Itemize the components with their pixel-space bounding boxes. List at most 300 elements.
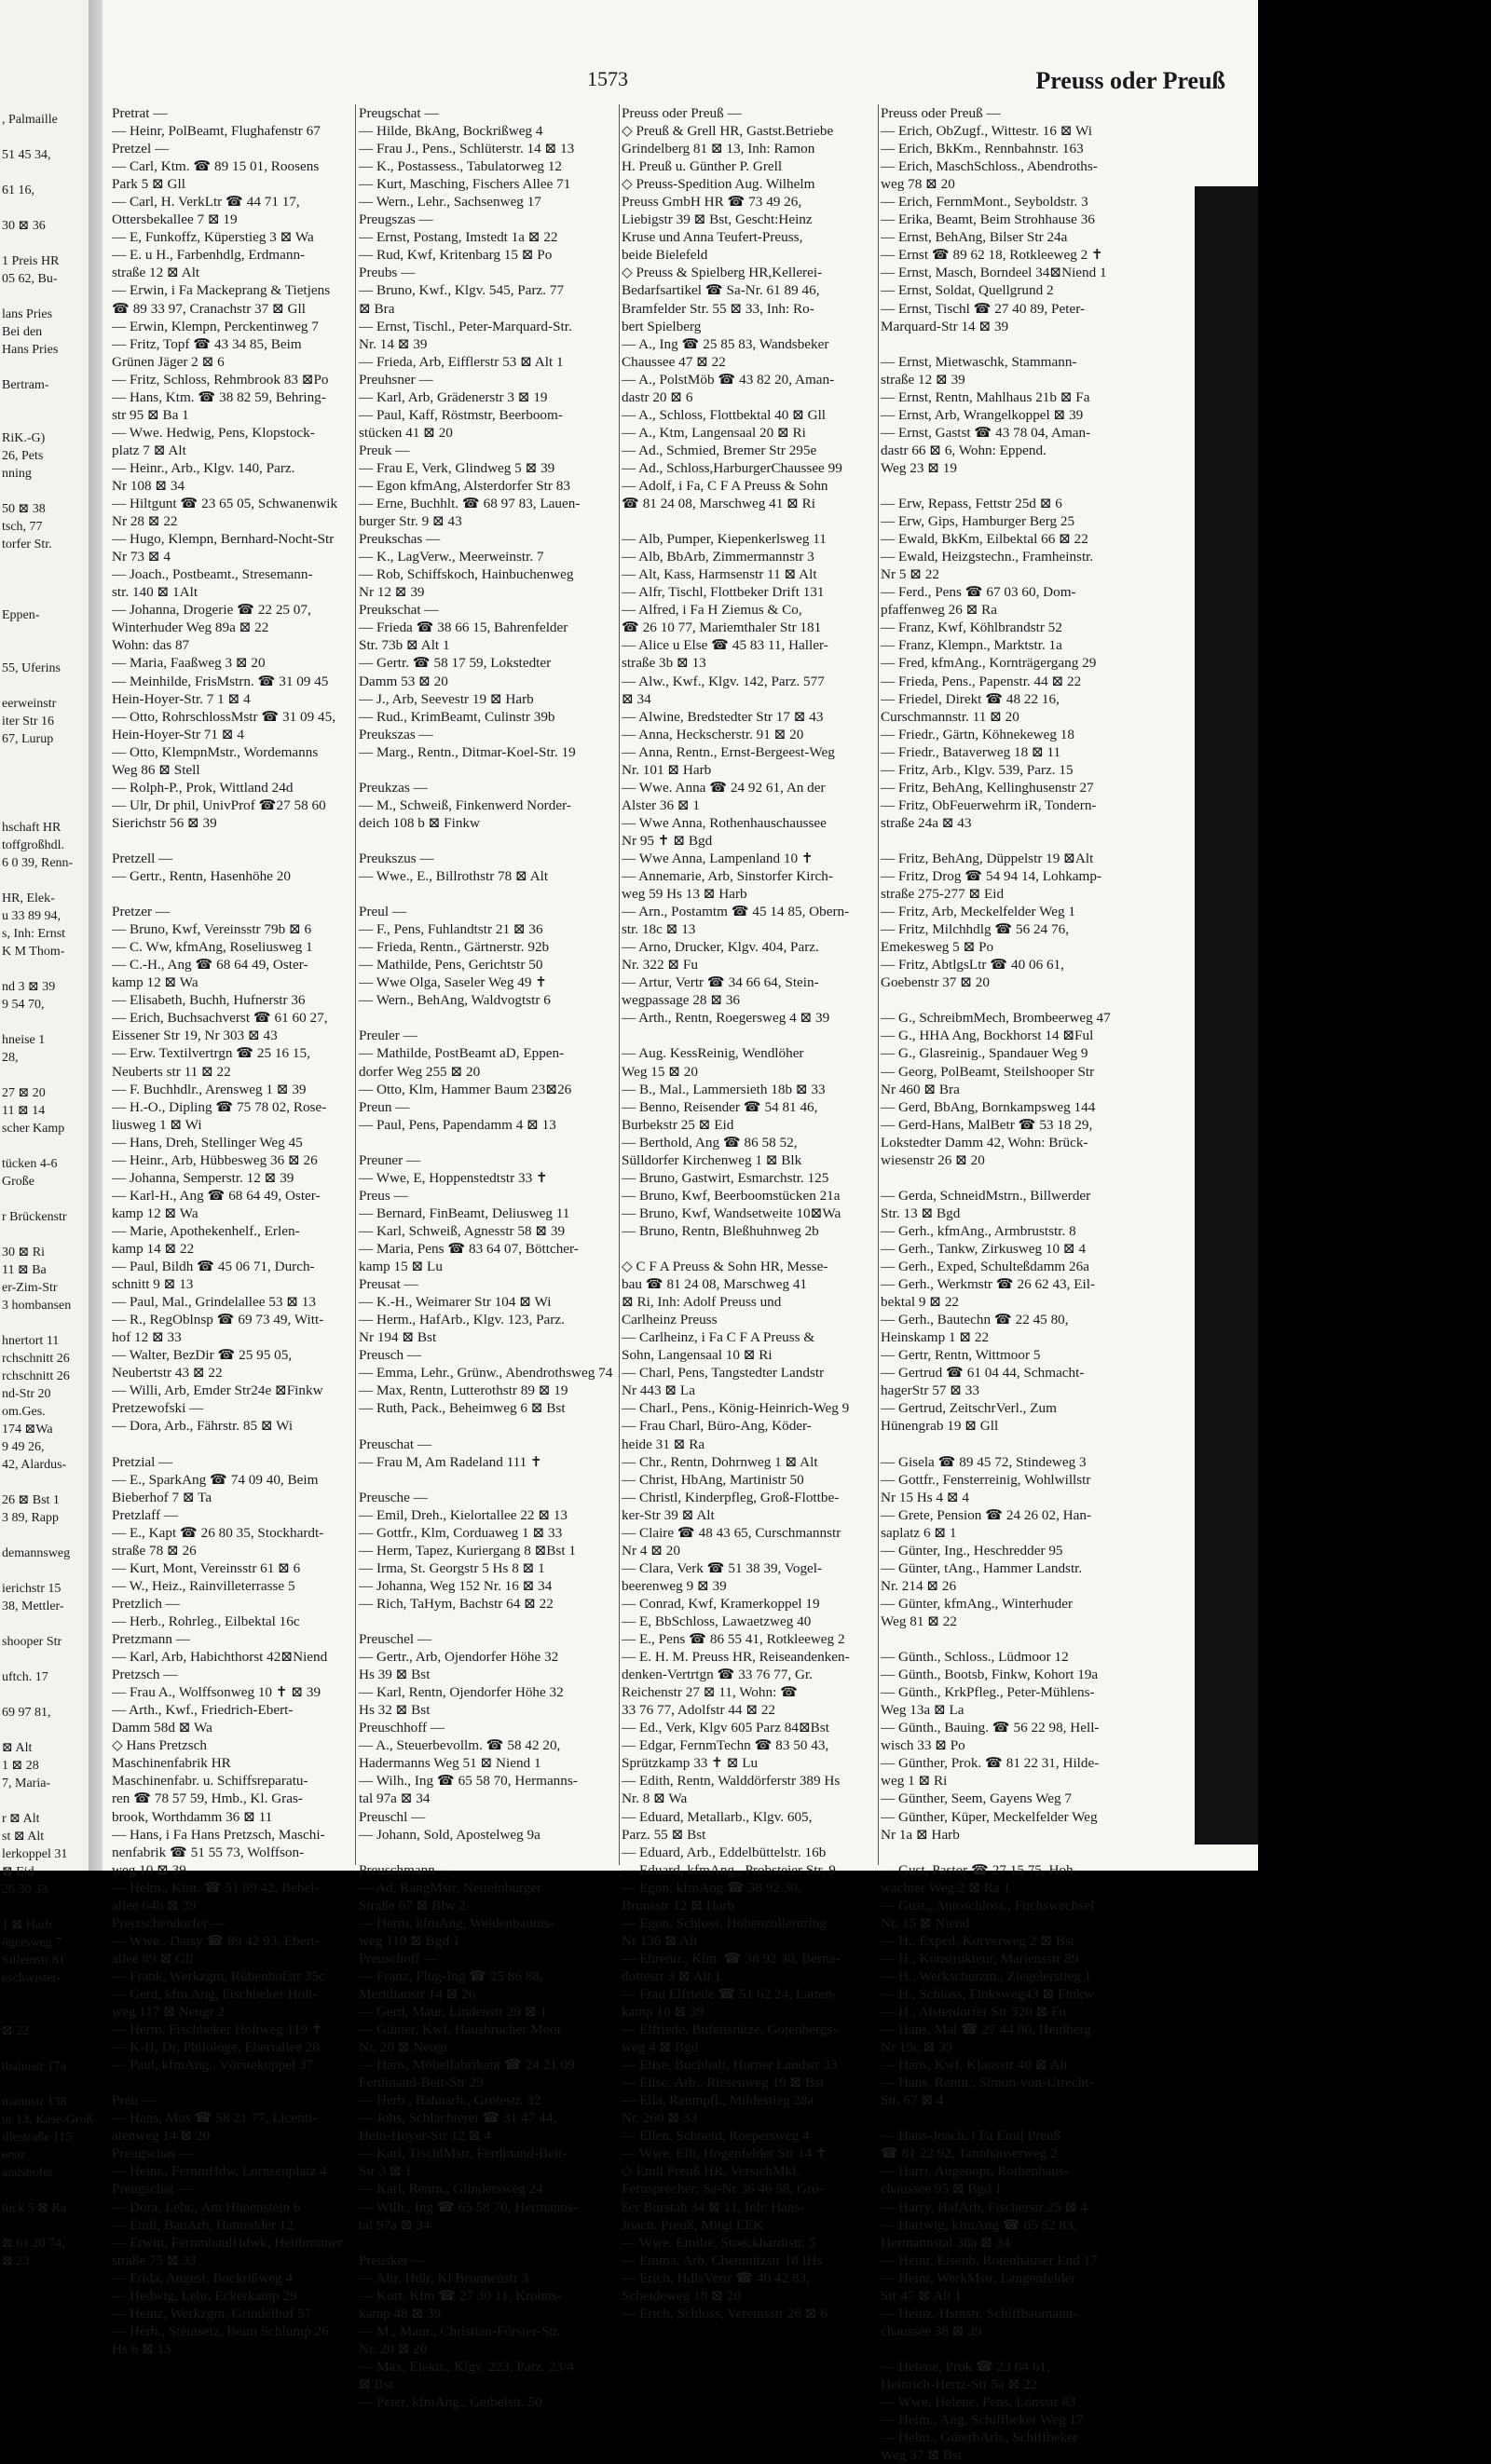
directory-entry-line: — Frau M, Am Radeland 111 ✝	[359, 1453, 542, 1470]
directory-entry-line: saplatz 6 ⊠ 1	[881, 1524, 957, 1541]
edge-text-fragment	[2, 1792, 95, 1810]
directory-entry-line: — Frida, Angest, Bockrißweg 4	[112, 2269, 294, 2286]
directory-entry-line: — Bruno, Kwf, Vereinsstr 79b ⊠ 6	[112, 921, 312, 938]
directory-entry-line: — Frieda, Arb, Eifflerstr 53 ⊠ Alt 1	[359, 353, 564, 370]
directory-entry-line: — Erich, BkKm., Rennbahnstr. 163	[881, 141, 1084, 157]
edge-text-fragment	[2, 1562, 95, 1580]
directory-entry-line: Nr 73 ⊠ 4	[112, 549, 171, 565]
directory-entry-line: — Karl, Arb, Grädenerstr 3 ⊠ 19	[359, 388, 548, 405]
directory-entry-line: Preubs —	[359, 265, 416, 281]
directory-entry-line: — Heinr., Arb., Klgv. 140, Parz.	[112, 459, 295, 476]
edge-text-fragment: shooper Str	[2, 1635, 62, 1649]
directory-entry-line: bau ☎ 81 24 08, Marschweg 41	[622, 1276, 808, 1293]
directory-entry-line: ☎ 89 33 97, Cranachstr 37 ⊠ Gll	[112, 300, 306, 317]
directory-entry-line: — Fritz, Schloss, Rehmbrook 83 ⊠Po	[112, 371, 329, 388]
directory-entry-line: Hünengrab 19 ⊠ Gll	[881, 1418, 999, 1435]
directory-entry-line	[881, 991, 1142, 1009]
directory-entry-line: Preun —	[359, 1098, 410, 1115]
edge-text-fragment: 51 45 34,	[2, 148, 51, 162]
directory-entry-line: — K.-H., Weimarer Str 104 ⊠ Wi	[359, 1294, 552, 1311]
directory-entry-line: weg 110 ⊠ Bgd 1	[359, 1932, 460, 1949]
edge-text-fragment: rchschnitt 26	[2, 1352, 70, 1366]
directory-entry-line: — Wwe. Anna ☎ 24 92 61, An der	[622, 779, 826, 796]
directory-entry-line: — Herb., Bahnarb., Grotestr. 32	[359, 2092, 541, 2109]
directory-entry-line: weg 10 ⊠ 39	[112, 1861, 186, 1878]
edge-text-fragment: Große	[2, 1175, 34, 1189]
directory-entry-line: platz 7 ⊠ Alt	[112, 442, 186, 458]
directory-entry-line: — Wwe., E., Billrothstr 78 ⊠ Alt	[359, 868, 549, 885]
edge-text-fragment: eerweinstr	[2, 697, 57, 711]
directory-entry-line: ◇ C F A Preuss & Sohn HR, Messe-	[622, 1259, 828, 1275]
edge-text-fragment	[2, 1899, 95, 1916]
directory-entry-line: — Walter, BezDir ☎ 25 95 05,	[112, 1347, 293, 1364]
directory-entry-line: — Grete, Pension ☎ 24 26 02, Han-	[881, 1506, 1092, 1523]
directory-entry-line: Preuschl —	[359, 1808, 426, 1825]
directory-entry-line: brook, Worthdamm 36 ⊠ 11	[112, 1808, 273, 1825]
directory-entry-line: — Annemarie, Arb, Sinstorfer Kirch-	[622, 868, 833, 885]
edge-text-fragment: u 33 89 94,	[2, 909, 61, 923]
directory-entry-line: — Fritz, BehAng, Düppelstr 19 ⊠Alt	[881, 850, 1094, 866]
directory-entry-line: — Irma, St. Georgstr 5 Hs 8 ⊠ 1	[359, 1559, 545, 1576]
directory-entry-line: ◇ Hans Pretzsch	[112, 1737, 207, 1754]
directory-entry-line: Goebenstr 37 ⊠ 20	[881, 974, 990, 991]
edge-text-fragment: scher Kamp	[2, 1122, 65, 1136]
directory-entry-line: — Franz, Flug-Ing ☎ 25 86 88,	[359, 1967, 543, 1984]
directory-entry-line: — F. Buchhdlr., Arensweg 1 ⊠ 39	[112, 1081, 307, 1097]
directory-entry-line: Hs 39 ⊠ Bst	[359, 1667, 431, 1683]
directory-entry-line: heide 31 ⊠ Ra	[622, 1436, 705, 1452]
directory-entry-line: — Günther, Prok. ☎ 81 22 31, Hilde-	[881, 1755, 1100, 1772]
directory-entry-line: Heinrich-Hertz-Str 5a ⊠ 22	[881, 2376, 1038, 2392]
directory-entry-line: schnitt 9 ⊠ 13	[112, 1276, 194, 1293]
directory-entry-line: Pretzer —	[112, 904, 170, 920]
directory-entry-line: Nr. 15 ⊠ Niend	[881, 1914, 970, 1931]
directory-entry-line: — Clara, Verk ☎ 51 38 39, Vogel-	[622, 1559, 823, 1576]
edge-text-fragment: erstr	[2, 2148, 25, 2162]
directory-entry-line: — C.-H., Ang ☎ 68 64 49, Oster-	[112, 957, 308, 973]
directory-entry-line	[359, 1471, 627, 1489]
directory-entry-line: Hs 32 ⊠ Bst	[359, 1702, 431, 1719]
directory-entry-line: — Elise, Buchhalt, Horner Landstr 33	[622, 2057, 838, 2074]
edge-text-fragment: 1 Preis HR	[2, 254, 60, 268]
directory-entry-line: — Karl, Rentn., Glindersweg 24	[359, 2181, 543, 2198]
directory-entry-line: Ferdinand-Beit-Str 29	[359, 2075, 484, 2091]
directory-entry-line: — Hans-Joach, i Fa Emil Preuß	[881, 2128, 1061, 2144]
directory-entry-line: — H., Exped, Korverweg 2 ⊠ Bst	[881, 1932, 1075, 1949]
directory-entry-line: Fernsprecher: Sa-Nr 36 46 58, Gro-	[622, 2181, 824, 2198]
directory-entry-line: Bieberhof 7 ⊠ Ta	[112, 1489, 212, 1505]
directory-entry-line: — E. H. M. Preuss HR, Reiseandenken-	[622, 1649, 850, 1666]
directory-entry-line: nenfabrik ☎ 51 55 73, Wolffson-	[112, 1844, 305, 1860]
directory-entry-line: Pretzsch —	[112, 1667, 178, 1683]
directory-entry-line: — Gerd, kfm Ang, Fischbeker Holt-	[112, 1985, 318, 2002]
directory-entry-line: — Peter, kfmAng., Geibelstr. 50	[359, 2394, 542, 2411]
directory-entry-line: Scheideweg 18 ⊠ 20	[622, 2287, 741, 2304]
directory-entry-line: — Emil, BauArb, Hanredder 12	[112, 2216, 294, 2233]
directory-entry-line: — Wwe Anna, Lampenland 10 ✝	[622, 850, 814, 866]
directory-entry-line: Preukszas —	[359, 726, 433, 742]
directory-entry-line: — Elfriede, Büfettstütze, Gojenbergs-	[622, 2022, 838, 2038]
directory-entry-line: — Alwine, Bredstedter Str 17 ⊠ 43	[622, 708, 824, 725]
directory-entry-line: — E., Pens ☎ 86 55 41, Rotkleeweg 2	[622, 1631, 845, 1648]
directory-entry-line: — Günter, Kwf, Hausbrucher Moor	[359, 2022, 562, 2038]
directory-entry-line: Preukschat —	[359, 602, 439, 619]
directory-entry-line: — Ed., Verk, Klgv 605 Parz 84⊠Bst	[622, 1720, 829, 1736]
directory-entry-line: Preuss oder Preuß —	[881, 105, 1001, 121]
directory-entry-line: — Arn., Postamtm ☎ 45 14 85, Obern-	[622, 904, 850, 920]
directory-entry-line: straße 275-277 ⊠ Eid	[881, 886, 1005, 903]
directory-entry-line: — Ad., Schloss,HarburgerChaussee 99	[622, 459, 842, 476]
directory-entry-line: — Hilde, BkAng, Bockrißweg 4	[359, 123, 543, 140]
directory-column-4	[881, 104, 1142, 2464]
directory-entry-line: tal 97a ⊠ 34	[359, 1790, 431, 1807]
edge-text-fragment: Hans Pries	[2, 343, 59, 357]
directory-entry-line: — Paul, kfmAng., Vörstekoppel 37	[112, 2057, 314, 2074]
directory-entry-line: — H., Schloss, Finksweg43 ⊠ Finkw	[881, 1985, 1094, 2002]
directory-entry-line: — Alfr, Tischl, Flottbeker Drift 131	[622, 584, 825, 601]
directory-entry-line: — Hans, Mus ☎ 58 21 77, Licenti-	[112, 2110, 318, 2127]
edge-text-fragment: Bertram-	[2, 378, 49, 392]
directory-entry-line: — Adolf, i Fa, C F A Preuss & Sohn	[622, 477, 828, 494]
directory-entry-line: Weg 81 ⊠ 22	[881, 1613, 957, 1629]
directory-entry-line: — Heinr, Eisenb, Rotenhäuser End 17	[881, 2252, 1098, 2268]
directory-entry-line: — Rolph-P., Prok, Wittland 24d	[112, 779, 294, 796]
directory-entry-line: weg 117 ⊠ Neugr 2	[112, 2004, 225, 2021]
edge-text-fragment: demannsweg	[2, 1546, 71, 1560]
edge-text-fragment	[2, 677, 95, 695]
directory-entry-line: — Anna, Rentn., Ernst-Bergeest-Weg	[622, 743, 835, 760]
directory-entry-line: — Gerd, Maur, Lindenstr 29 ⊠ 1	[359, 2004, 547, 2021]
directory-entry-line: — Hans, Mal ☎ 27 44 80, Heidberg	[881, 2022, 1091, 2038]
directory-entry-line: — Christl, Kinderpfleg, Groß-Flottbe-	[622, 1489, 840, 1505]
directory-entry-line: — Fritz, Drog ☎ 54 94 14, Lohkamp-	[881, 868, 1102, 885]
directory-entry-line: Pretzell —	[112, 850, 173, 866]
directory-entry-line: — Fritz, Topf ☎ 43 34 85, Beim	[112, 335, 302, 352]
edge-text-fragment: 3 hombansen	[2, 1299, 72, 1313]
directory-entry-line: wachter Weg 2 ⊠ Ra 1	[881, 1879, 1011, 1896]
directory-entry-line: tal 97a ⊠ 34	[359, 2216, 431, 2233]
directory-entry-line: — Frieda, Pens., Papenstr. 44 ⊠ 22	[881, 673, 1082, 689]
directory-entry-line: — Gertr, Rentn, Wittmoor 5	[881, 1347, 1041, 1364]
directory-entry-line: Hein-Hoyer-Str. 7 1 ⊠ 4	[112, 690, 251, 707]
directory-entry-line	[881, 832, 1142, 850]
directory-entry-line: — A., Ing ☎ 25 85 83, Wandsbeker	[622, 335, 829, 352]
directory-entry-line	[359, 761, 627, 779]
directory-entry-line: — W., Heiz., Rainvilleterrasse 5	[112, 1577, 295, 1594]
directory-entry-line: ◇ Preuss & Spielberg HR,Kellerei-	[622, 265, 823, 281]
directory-entry-line: — Alfred, i Fa H Ziemus & Co,	[622, 602, 802, 619]
directory-entry-line: straße 12 ⊠ Alt	[112, 265, 200, 281]
directory-entry-line: — Otto, KlempnMstr., Wordemanns	[112, 743, 319, 760]
directory-entry-line: — Wilh., Ing ☎ 65 58 70, Hermanns-	[359, 2199, 578, 2215]
directory-entry-line: Burbekstr 25 ⊠ Eid	[622, 1116, 734, 1133]
directory-entry-line: Preukszus —	[359, 850, 434, 866]
directory-entry-line: Pretrat —	[112, 105, 168, 121]
directory-entry-line: — Hans, Kwf, Klausstr 40 ⊠ Alt	[881, 2057, 1068, 2074]
directory-entry-line: — Ewald, BkKm, Eilbektal 66 ⊠ 22	[881, 531, 1088, 548]
directory-column-2	[359, 104, 627, 2411]
edge-text-fragment	[2, 1226, 95, 1244]
directory-entry-line: — Alw., Kwf., Klgv. 142, Parz. 577	[622, 673, 825, 689]
directory-entry-line: — E., SparkAng ☎ 74 09 40, Beim	[112, 1471, 319, 1488]
directory-entry-line: — Artur, Vertr ☎ 34 66 64, Stein-	[622, 974, 819, 991]
directory-entry-line	[359, 1613, 627, 1630]
directory-entry-line: ◇ Preuß & Grell HR, Gastst.Betriebe	[622, 123, 834, 140]
directory-entry-line: ☎ 26 10 77, Mariemthaler Str 181	[622, 619, 822, 636]
directory-entry-line: — Erich, Schloss, Vereinsstr 26 ⊠ 6	[622, 2305, 828, 2321]
edge-text-fragment	[2, 394, 95, 412]
directory-entry-line: — Erw, Repass, Fettstr 25d ⊠ 6	[881, 496, 1062, 512]
directory-entry-line: Curschmannstr. 11 ⊠ 20	[881, 708, 1019, 725]
directory-entry-line: — Frieda, Rentn., Gärtnerstr. 92b	[359, 939, 550, 956]
directory-entry-line	[359, 1134, 627, 1151]
directory-entry-line: — H.-O., Dipling ☎ 75 78 02, Rose-	[112, 1098, 327, 1115]
directory-entry-line: Park 5 ⊠ Gll	[112, 176, 185, 193]
directory-entry-line: — Erich, FernmMont., Seyboldstr. 3	[881, 194, 1088, 211]
directory-entry-line: Pretzel —	[112, 141, 170, 157]
directory-entry-line: — Erne, Buchhlt. ☎ 68 97 83, Lauen-	[359, 496, 581, 512]
directory-entry-line: — Ernst, Gastst ☎ 43 78 04, Aman-	[881, 424, 1091, 441]
directory-entry-line: ⊠ Bst	[359, 2376, 393, 2392]
directory-entry-line: — Ewald, Heizgstechn., Framheinstr.	[881, 549, 1094, 565]
directory-entry-line: — Hedwig, Lehr, Eckerkamp 29	[112, 2287, 297, 2304]
directory-entry-line: — Gerd, BbAng, Bornkampsweg 144	[881, 1098, 1096, 1115]
directory-entry-line: Preuler —	[359, 1028, 417, 1044]
directory-entry-line: — Joach., Postbeamt., Stresemann-	[112, 566, 313, 583]
directory-entry-line: — Georg, PolBeamt, Steilshooper Str	[881, 1063, 1095, 1080]
directory-entry-line: — Fritz, ObFeuerwehrm iR, Tondern-	[881, 796, 1097, 813]
edge-text-fragment: Bei den	[2, 325, 43, 339]
directory-entry-line: — K-H, Dr, Philologe, Ebertallee 28	[112, 2039, 320, 2056]
directory-entry-line: — Wwe, E, Hoppenstedtstr 33 ✝	[359, 1169, 548, 1186]
directory-entry-line: — Ernst ☎ 89 62 18, Rotkleeweg 2 ✝	[881, 247, 1103, 264]
edge-text-fragment	[2, 642, 95, 660]
directory-entry-line: ⊠ Ri, Inh: Adolf Preuss und	[622, 1294, 782, 1311]
directory-entry-line: — Arth., Kwf., Friedrich-Ebert-	[112, 1702, 294, 1719]
directory-entry-line: — Eduard, Arb., Eddelbüttelstr. 16b	[622, 1844, 827, 1860]
edge-text-fragment: uftch. 17	[2, 1670, 48, 1684]
directory-entry-line: — Erich, Buchsachverst ☎ 61 60 27,	[112, 1010, 328, 1027]
directory-entry-line: Emekesweg 5 ⊠ Po	[881, 939, 994, 956]
directory-entry-line: — Günth., Bauing. ☎ 56 22 98, Hell-	[881, 1720, 1100, 1736]
directory-entry-line: 33 76 77, Adolfstr 44 ⊠ 22	[622, 1702, 776, 1719]
directory-entry-line: Nr. 20 ⊠ Neugr	[359, 2039, 449, 2056]
directory-entry-line: bert Spielberg	[622, 318, 702, 334]
directory-entry-line: — Günth., Schloss., Lüdmoor 12	[881, 1649, 1069, 1666]
directory-entry-line: — Frieda ☎ 38 66 15, Bahrenfelder	[359, 619, 568, 636]
edge-text-fragment	[2, 1137, 95, 1155]
directory-entry-line: — Johs, Schlachterei ☎ 31 47 44,	[359, 2110, 557, 2127]
directory-entry-line: — Alb, Pumper, Kiepenkerlsweg 11	[622, 531, 827, 548]
directory-entry-line: — Johanna, Drogerie ☎ 22 25 07,	[112, 602, 311, 619]
edge-text-fragment: 11 ⊠ 14	[2, 1104, 46, 1118]
directory-entry-line: dastr 66 ⊠ 6, Wohn: Eppend.	[881, 442, 1046, 458]
directory-entry-line: — Günter, Ing., Heschredder 95	[881, 1542, 1063, 1559]
edge-text-fragment: 9 54 70,	[2, 998, 45, 1012]
edge-text-fragment	[2, 412, 95, 429]
directory-entry-line: Weg 15 ⊠ 20	[622, 1063, 698, 1080]
directory-entry-line	[112, 885, 357, 903]
directory-entry-line: — K., Postassess., Tabulatorweg 12	[359, 158, 563, 175]
edge-text-fragment: tbahnstr 17a	[2, 2060, 66, 2074]
edge-text-fragment: ⊠ Eid	[2, 1865, 34, 1879]
directory-entry-line: — Erika, Beamt, Beim Strohhause 36	[881, 211, 1095, 228]
edge-text-fragment: st ⊠ Alt	[2, 1830, 45, 1844]
edge-text-fragment	[2, 872, 95, 890]
directory-entry-line: — Kurt, Mont, Vereinsstr 61 ⊠ 6	[112, 1559, 301, 1576]
directory-entry-line: — Erwin, i Fa Mackeprang & Tietjens	[112, 282, 331, 299]
directory-entry-line: kamp 48 ⊠ 39	[359, 2305, 442, 2321]
directory-entry-line: — Hans, Dreh, Stellinger Weg 45	[112, 1134, 303, 1150]
directory-entry-line: Nr 460 ⊠ Bra	[881, 1081, 960, 1097]
directory-entry-line: — Hiltgunt ☎ 23 65 05, Schwanenwik	[112, 496, 338, 512]
directory-entry-line: — Egon, kfmAng ☎ 38 92 30,	[622, 1879, 801, 1896]
directory-entry-line	[112, 2074, 357, 2091]
directory-entry-line: — E., Kapt ☎ 26 80 35, Stockhardt-	[112, 1524, 324, 1541]
directory-entry-line: — Heinr., FernmHdw, Lornsenplatz 4	[112, 2163, 327, 2180]
directory-entry-line: Nr 12 ⊠ 39	[359, 584, 425, 601]
page-title: Preuss oder Preuß	[1035, 67, 1225, 94]
directory-entry-line: — G., HHA Ang, Bockhorst 14 ⊠Ful	[881, 1028, 1094, 1044]
directory-entry-line: — Gertr., Rentn, Hasenhöhe 20	[112, 868, 291, 885]
directory-entry-line: weg 59 Hs 13 ⊠ Harb	[622, 886, 747, 903]
edge-text-fragment	[2, 960, 95, 978]
directory-entry-line	[881, 1169, 1142, 1187]
directory-entry-line	[881, 2340, 1142, 2358]
directory-entry-line: Nr 4 ⊠ 20	[622, 1542, 680, 1559]
edge-text-fragment	[2, 93, 95, 111]
directory-entry-line: — Carlheinz, i Fa C F A Preuss &	[622, 1329, 815, 1346]
directory-entry-line: — Friedr., Gärtn, Köhnekeweg 18	[881, 726, 1074, 742]
directory-entry-line: — Ferd., Pens ☎ 67 03 60, Dom-	[881, 584, 1076, 601]
directory-entry-line: — Erich, MaschSchloss., Abendroths-	[881, 158, 1098, 175]
directory-entry-line: wiesenstr 26 ⊠ 20	[881, 1151, 985, 1168]
directory-entry-line: — Helene, Prok ☎ 23 64 61,	[881, 2358, 1050, 2375]
directory-entry-line: — Wwe Olga, Saseler Weg 49 ✝	[359, 974, 548, 991]
edge-text-fragment	[2, 553, 95, 571]
directory-entry-line: H. Preuß u. Günther P. Grell	[622, 158, 783, 175]
directory-entry-line: Preusche —	[359, 1489, 428, 1505]
directory-entry-line: beerenweg 9 ⊠ 39	[622, 1577, 727, 1594]
directory-entry-line: — Bruno, Rentn, Bleßhuhnweg 2b	[622, 1222, 819, 1239]
directory-entry-line: — Edgar, FernmTechn ☎ 83 50 43,	[622, 1737, 829, 1754]
directory-entry-line: — Erich, ObZugf., Wittestr. 16 ⊠ Wi	[881, 123, 1092, 140]
edge-text-fragment: hneise 1	[2, 1033, 46, 1047]
edge-text-fragment: 174 ⊠Wa	[2, 1423, 53, 1436]
directory-entry-line: Nr 15 Hs 4 ⊠ 4	[881, 1489, 969, 1505]
edge-text-fragment: 55, Uferins	[2, 661, 61, 675]
directory-entry-line: ☎ 81 22 92, Tannhäuserweg 2	[881, 2145, 1058, 2162]
directory-entry-line: dastr 20 ⊠ 6	[622, 388, 693, 405]
edge-text-fragment: ⊠ 23	[2, 2254, 30, 2268]
directory-entry-line	[881, 1436, 1142, 1453]
directory-entry-line: — Wern., BehAng, Waldvogtstr 6	[359, 992, 551, 1009]
directory-entry-line: Winterhuder Weg 89a ⊠ 22	[112, 619, 269, 636]
edge-text-fragment: tsch, 77	[2, 520, 43, 534]
directory-entry-line: — Gertr. ☎ 58 17 59, Lokstedter	[359, 655, 552, 672]
directory-entry-line: — Max, Elektr., Klgv. 223, Parz. 23/4	[359, 2358, 575, 2375]
directory-entry-line: — Helm., Ktm. ☎ 51 89 42, Bebel-	[112, 1879, 320, 1896]
directory-entry-line: Weg 37 ⊠ Bst	[881, 2447, 963, 2464]
directory-entry-line: — Max, Rentn, Lutterothstr 89 ⊠ 19	[359, 1382, 568, 1399]
directory-entry-line: Alster 36 ⊠ 1	[622, 796, 701, 813]
directory-entry-line: chaussee 38 ⊠ 39	[881, 2322, 982, 2339]
directory-entry-line: — Frank, Werkzgm, Rübenhofstr 35c	[112, 1967, 325, 1984]
directory-entry-line: Weg 23 ⊠ 19	[881, 459, 957, 476]
edge-text-fragment: tücken 4-6	[2, 1157, 58, 1171]
directory-entry-line: Liebigstr 39 ⊠ Bst, Gescht:Heinz	[622, 211, 813, 228]
directory-entry-line: Hs 6 ⊠ 13	[112, 2340, 171, 2357]
directory-entry-line: Hein-Hoyer-Str 12 ⊠ 4	[359, 2128, 491, 2144]
directory-entry-line: — Rob, Schiffskoch, Hainbuchenweg	[359, 566, 574, 583]
directory-entry-line: — J., Arb, Seevestr 19 ⊠ Harb	[359, 690, 534, 707]
directory-entry-line: Grünen Jäger 2 ⊠ 6	[112, 353, 225, 370]
directory-entry-line: — Franz, Klempn., Marktstr. 1a	[881, 637, 1062, 654]
directory-entry-line: Nr 1a ⊠ Harb	[881, 1826, 960, 1843]
edge-text-fragment: K M Thom-	[2, 945, 65, 959]
directory-entry-line: — Hans, Möbelfabrikant ☎ 24 21 09	[359, 2057, 575, 2074]
directory-entry-line: — Gottfr., Fensterreinig, Wohlwillstr	[881, 1471, 1091, 1488]
directory-entry-line: hagerStr 57 ⊠ 33	[881, 1382, 979, 1399]
directory-entry-line: str 95 ⊠ Ba 1	[112, 406, 189, 423]
directory-entry-line: kamp 12 ⊠ Wa	[112, 1205, 198, 1221]
edge-text-fragment: hschaft HR	[2, 821, 62, 835]
directory-entry-line: — Egon kfmAng, Alsterdorfer Str 83	[359, 477, 570, 494]
directory-entry-line: dottestr 3 ⊠ Alt 1	[622, 1967, 722, 1984]
directory-entry-line: — Frau A., Wolffsonweg 10 ✝ ⊠ 39	[112, 1684, 321, 1701]
directory-entry-line: — Fritz, Milchhdlg ☎ 56 24 76,	[881, 921, 1070, 938]
directory-entry-line: Nr 194 ⊠ Bst	[359, 1329, 437, 1346]
directory-entry-line: — Erw. Textilvertrgn ☎ 25 16 15,	[112, 1045, 310, 1062]
directory-entry-line	[881, 477, 1142, 495]
directory-entry-line: — Eduard, Metallarb., Klgv. 605,	[622, 1808, 813, 1825]
directory-entry-line	[359, 1417, 627, 1435]
directory-entry-line: — Hans, Ktm. ☎ 38 82 59, Behring-	[112, 388, 326, 405]
edge-text-fragment: eschwister-	[2, 1971, 62, 1985]
directory-entry-line: Straße 67 ⊠ Blw 2	[359, 1897, 466, 1913]
directory-entry-line: Preuschmann —	[359, 1861, 453, 1878]
edge-text-fragment	[2, 571, 95, 589]
edge-text-fragment	[2, 164, 95, 182]
edge-text-fragment: nning	[2, 467, 32, 481]
directory-entry-line: — Fritz, Arb., Klgv. 539, Parz. 15	[881, 761, 1074, 778]
directory-entry-line: — Gottfr., Klm, Corduaweg 1 ⊠ 33	[359, 1524, 563, 1541]
directory-entry-line: Nr. 14 ⊠ 39	[359, 335, 428, 352]
directory-entry-line: Preuhsner —	[359, 371, 433, 388]
directory-entry-line: — Altr, Hdlr, Kl Brunnenstr 3	[359, 2269, 529, 2286]
directory-entry-line: — Elise, Arb., Riesenweg 19 ⊠ Bst	[622, 2075, 825, 2091]
directory-entry-line: Preusch —	[359, 1347, 422, 1364]
directory-entry-line: — Chr., Rentn, Dohrnweg 1 ⊠ Alt	[622, 1453, 818, 1470]
edge-text-fragment	[2, 129, 95, 146]
directory-entry-line: — Ernst, Postang, Imstedt 1a ⊠ 22	[359, 229, 558, 246]
edge-text-fragment	[2, 359, 95, 376]
directory-entry-line: — A., Ktm, Langensaal 20 ⊠ Ri	[622, 424, 806, 441]
directory-entry-line: denken-Vertrtgn ☎ 33 76 77, Gr.	[622, 1667, 813, 1683]
edge-text-fragment	[2, 1987, 95, 2005]
directory-entry-line: burger Str. 9 ⊠ 43	[359, 513, 462, 530]
directory-entry-line: — Ernst, Soldat, Quellgrund 2	[881, 282, 1054, 299]
column-rule	[878, 104, 879, 1865]
directory-entry-line: — Carl, H. VerkLtr ☎ 44 71 17,	[112, 194, 300, 211]
directory-entry-line: Nr 443 ⊠ La	[622, 1382, 695, 1399]
directory-entry-line: — Ella, Raumpfl., Mildestieg 28a	[622, 2092, 814, 2109]
edge-text-fragment: torfer Str.	[2, 538, 52, 551]
directory-entry-line: — Johann, Sold, Apostelweg 9a	[359, 1826, 540, 1843]
directory-entry-line: — Willi, Arb, Emder Str24e ⊠Finkw	[112, 1382, 323, 1399]
directory-entry-line: — Gerda, SchneidMstrn., Billwerder	[881, 1187, 1091, 1204]
directory-entry-line: Preu —	[112, 2092, 156, 2109]
